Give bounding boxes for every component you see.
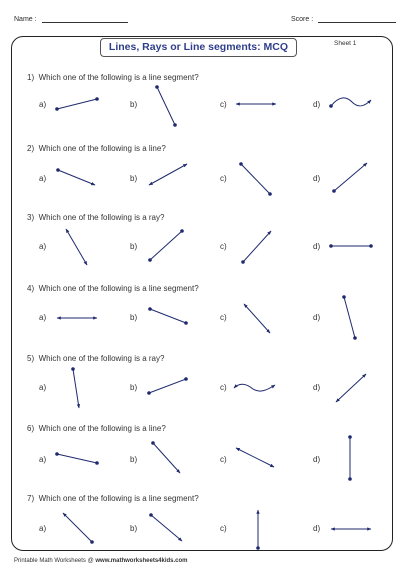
- q5-a-ray-figure: [72, 368, 79, 408]
- q2-b-line-figure: [149, 164, 187, 185]
- q6-d-line-segment-figure: [349, 436, 352, 481]
- q4-c-line-figure: [244, 304, 270, 333]
- q3-b-line-segment-figure: [149, 230, 184, 262]
- worksheet-title: Lines, Rays or Line segments: MCQ: [100, 38, 297, 57]
- question-text: Which one of the following is a ray?: [38, 354, 165, 363]
- q4-option-b[interactable]: b): [130, 313, 138, 322]
- question-number: 5): [27, 354, 35, 363]
- q7-c-ray-figure: [257, 510, 260, 549]
- q4-option-c[interactable]: c): [220, 313, 227, 322]
- question-number: 4): [27, 284, 35, 293]
- q4-d-line-segment-figure: [343, 296, 357, 340]
- question-number: 2): [27, 144, 35, 153]
- name-label: Name :: [14, 16, 37, 23]
- q3-option-c[interactable]: c): [220, 242, 227, 251]
- question-number: 6): [27, 424, 35, 433]
- q3-c-ray-figure: [242, 231, 271, 263]
- q1-option-b[interactable]: b): [130, 100, 138, 109]
- q7-option-b[interactable]: b): [130, 524, 138, 533]
- q2-a-ray-figure: [57, 169, 95, 185]
- q1-option-c[interactable]: c): [220, 100, 227, 109]
- footer-prefix: Printable Math Worksheets @: [14, 558, 96, 564]
- q5-b-line-segment-figure: [148, 378, 188, 395]
- q4-b-line-segment-figure: [149, 308, 188, 325]
- q1-d-wavy-arrow-figure: [330, 98, 371, 107]
- q6-a-line-segment-figure: [56, 453, 99, 465]
- question-text: Which one of the following is a ray?: [38, 213, 165, 222]
- question-number: 3): [27, 213, 35, 222]
- q1-a-line-segment-figure: [56, 98, 99, 111]
- q6-option-a[interactable]: a): [39, 455, 47, 464]
- q5-option-b[interactable]: b): [130, 383, 138, 392]
- q2-option-c[interactable]: c): [220, 174, 227, 183]
- q3-a-line-figure: [66, 229, 87, 265]
- q3-option-d[interactable]: d): [313, 242, 321, 251]
- q3-option-a[interactable]: a): [39, 242, 47, 251]
- q1-option-d[interactable]: d): [313, 100, 321, 109]
- q2-option-d[interactable]: d): [313, 174, 321, 183]
- question-number: 1): [27, 73, 35, 82]
- q2-option-a[interactable]: a): [39, 174, 47, 183]
- q3-option-b[interactable]: b): [130, 242, 138, 251]
- question-text: Which one of the following is a line segment?: [38, 284, 199, 293]
- q7-option-a[interactable]: a): [39, 524, 47, 533]
- q3-d-line-segment-figure: [330, 245, 373, 248]
- q2-c-line-segment-figure: [240, 163, 272, 196]
- q2-option-b[interactable]: b): [130, 174, 138, 183]
- question-text: Which one of the following is a line?: [38, 144, 166, 153]
- sheet-label: Sheet 1: [334, 40, 357, 47]
- q1-b-line-segment-figure: [156, 86, 177, 127]
- q1-option-a[interactable]: a): [39, 100, 47, 109]
- q6-c-line-figure: [236, 448, 274, 467]
- question-number: 7): [27, 494, 35, 503]
- q7-a-ray-figure: [63, 513, 93, 543]
- q6-option-d[interactable]: d): [313, 455, 321, 464]
- q7-option-c[interactable]: c): [220, 524, 227, 533]
- q7-b-ray-figure: [150, 514, 182, 541]
- q5-option-d[interactable]: d): [313, 383, 321, 392]
- q5-option-c[interactable]: c): [220, 383, 227, 392]
- question-text: Which one of the following is a line segment?: [38, 494, 199, 503]
- q4-option-d[interactable]: d): [313, 313, 321, 322]
- score-label: Score :: [291, 16, 314, 23]
- footer-url[interactable]: www.mathworksheets4kids.com: [95, 558, 188, 564]
- question-text: Which one of the following is a line?: [38, 424, 166, 433]
- q6-b-ray-figure: [152, 442, 180, 473]
- q7-option-d[interactable]: d): [313, 524, 321, 533]
- q5-d-line-figure: [336, 374, 366, 402]
- question-text: Which one of the following is a line segment?: [38, 73, 199, 82]
- q2-d-ray-figure: [333, 163, 367, 192]
- footer: [14, 558, 188, 564]
- q4-option-a[interactable]: a): [39, 313, 47, 322]
- q6-option-c[interactable]: c): [220, 455, 227, 464]
- q5-c-wavy-arrow-figure: [234, 384, 275, 391]
- q6-option-b[interactable]: b): [130, 455, 138, 464]
- q5-option-a[interactable]: a): [39, 383, 47, 392]
